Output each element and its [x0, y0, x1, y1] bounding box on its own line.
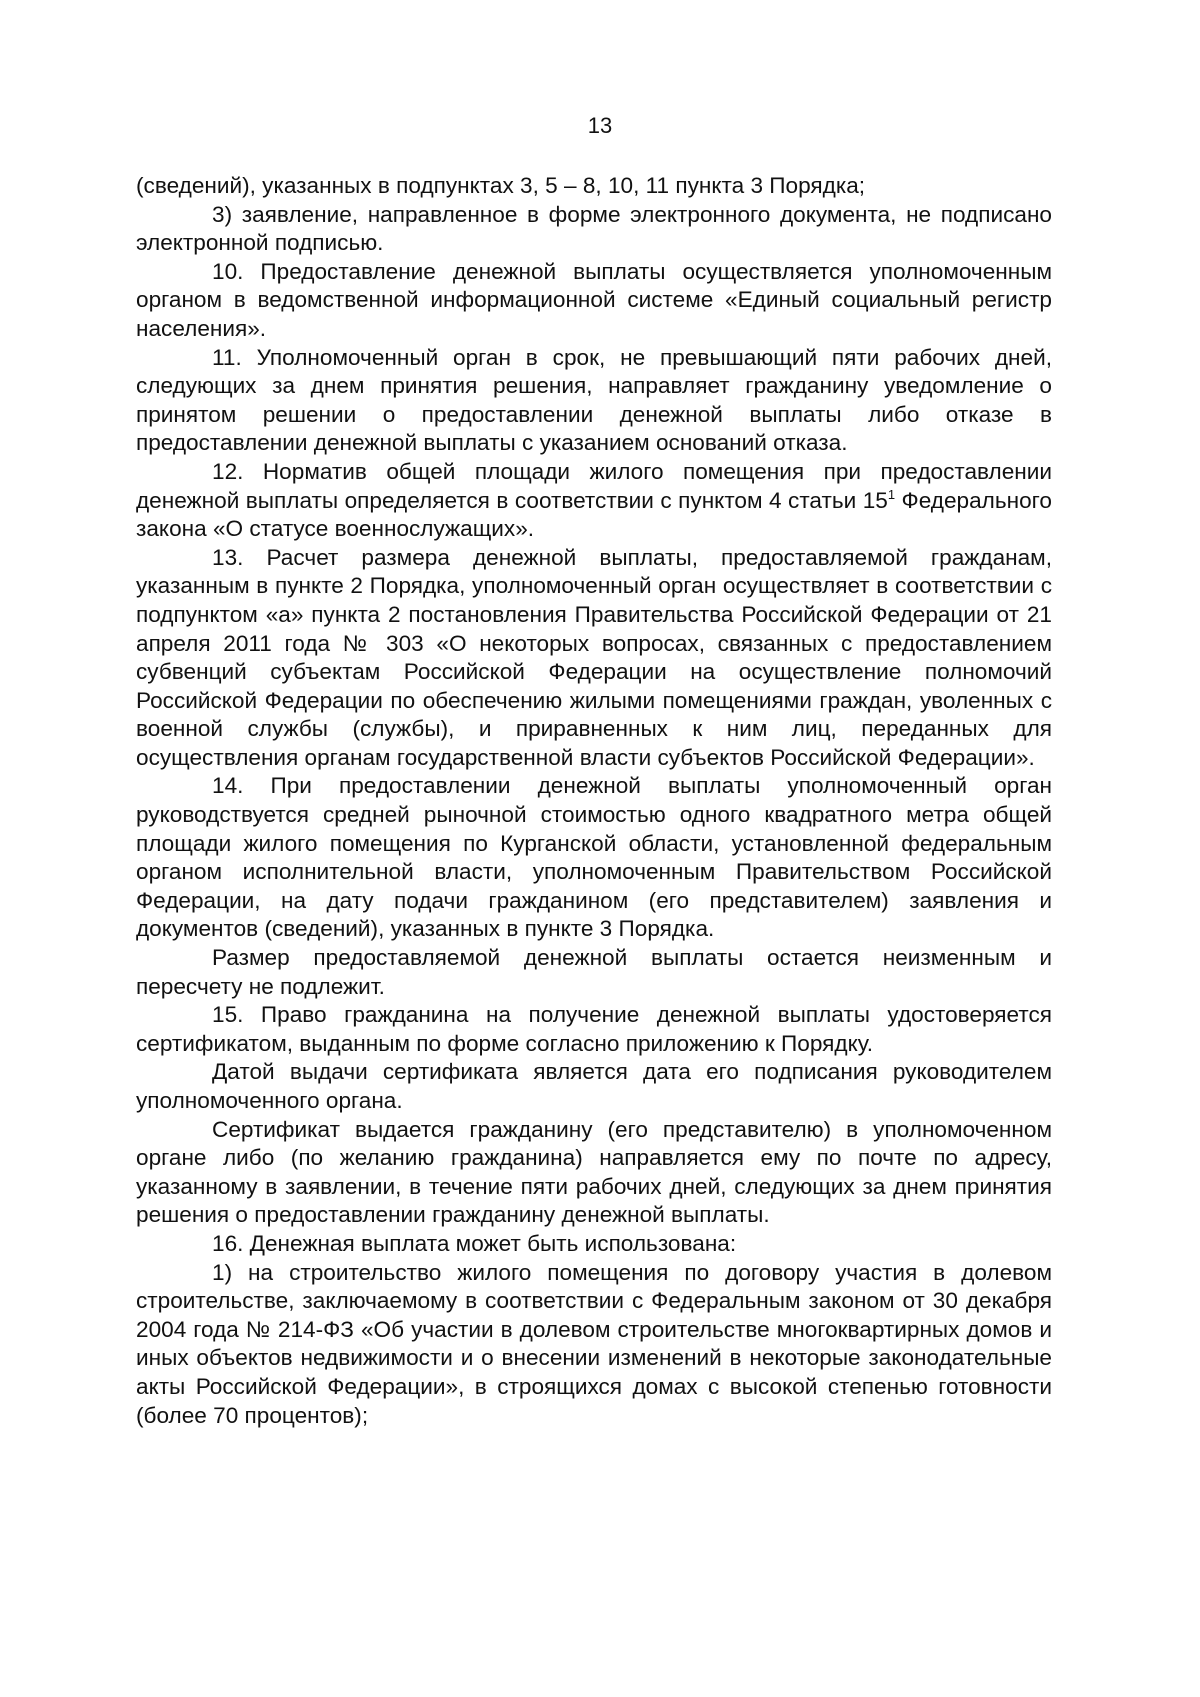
paragraph-subitem-3: 3) заявление, направленное в форме электронного документа, не подписано электронной подписью.	[136, 201, 1052, 256]
paragraph-16: 16. Денежная выплата может быть использована:	[212, 1230, 737, 1256]
superscript-article-number: 1	[887, 486, 896, 502]
paragraph-15-delivery: Сертификат выдается гражданину (его представителю) в уполномоченном органе либо (по желанию гражданина) направляется ему по почте по адресу, указанному в заявлении, в течение пяти рабочих дней, следующих за днем принятия решения о предоставлении гражданину денежной выплаты.	[136, 1116, 1052, 1228]
page-number: 13	[587, 113, 613, 138]
paragraph-14-size: Размер предоставляемой денежной выплаты остается неизменным и пересчету не подлежит.	[136, 945, 1052, 999]
paragraph-15: 15. Право гражданина на получение денежной выплаты удостоверяется сертификатом, выданным по форме согласно приложению к Порядку.	[136, 1002, 1052, 1056]
paragraph-16-subitem-1: 1) на строительство жилого помещения по договору участия в долевом строительстве, заключаемому в соответствии с Федеральным законом от 30 декабря 2004 года № 214-ФЗ «Об участии в долевом строительстве многоквартирных домов и иных объектов недвижимости и о внесении изменений в некоторые законодательные акты Российской Федерации», в строящихся домах с высокой степенью готовности (более 70 процентов);	[136, 1259, 1052, 1428]
paragraph-12-tail: Федерального закона «О статусе военнослужащих».	[136, 487, 1052, 542]
document-body	[136, 172, 1052, 1430]
paragraph-13: 13. Расчет размера денежной выплаты, предоставляемой гражданам, указанным в пункте 2 Порядка, уполномоченный орган осуществляет в соответствии с подпунктом «а» пункта 2 постановления Правительства Российской Федерации от 21 апреля 2011 года № 303 «О некоторых вопросах, связанных с предоставлением субвенций субъектам Российской Федерации на осуществление полномочий Российской Федерации по обеспечению жилыми помещениями граждан, уволенных с военной службы (службы), и приравненных к ним лиц, переданных для осуществления органам государственной власти субъектов Российской Федерации».	[136, 544, 1052, 770]
paragraph-12-text: 12. Норматив общей площади жилого помещения при предоставлении денежной выплаты определяется в соответствии с пунктом 4 статьи 15	[136, 458, 1052, 513]
paragraph-15-issue-date: Датой выдачи сертификата является дата его подписания руководителем уполномоченного органа.	[136, 1059, 1052, 1113]
paragraph-12	[136, 458, 1052, 544]
paragraph-14: 14. При предоставлении денежной выплаты уполномоченный орган руководствуется средней рыночной стоимостью одного квадратного метра общей площади жилого помещения по Курганской области, установленной федеральным органом исполнительной власти, уполномоченным Правительством Российской Федерации, на дату подачи гражданином (его представителем) заявления и документов (сведений), указанных в пункте 3 Порядка.	[136, 773, 1052, 942]
paragraph-continuation: (сведений), указанных в подпунктах 3, 5 – 8, 10, 11 пункта 3 Порядка;	[136, 173, 866, 198]
paragraph-10: 10. Предоставление денежной выплаты осуществляется уполномоченным органом в ведомственной информационной системе «Единый социальный регистр населения».	[136, 258, 1052, 341]
paragraph-11: 11. Уполномоченный орган в срок, не превышающий пяти рабочих дней, следующих за днем принятия решения, направляет гражданину уведомление о принятом решении о предоставлении денежной выплаты либо отказе в предоставлении денежной выплаты с указанием оснований отказа.	[136, 344, 1052, 456]
